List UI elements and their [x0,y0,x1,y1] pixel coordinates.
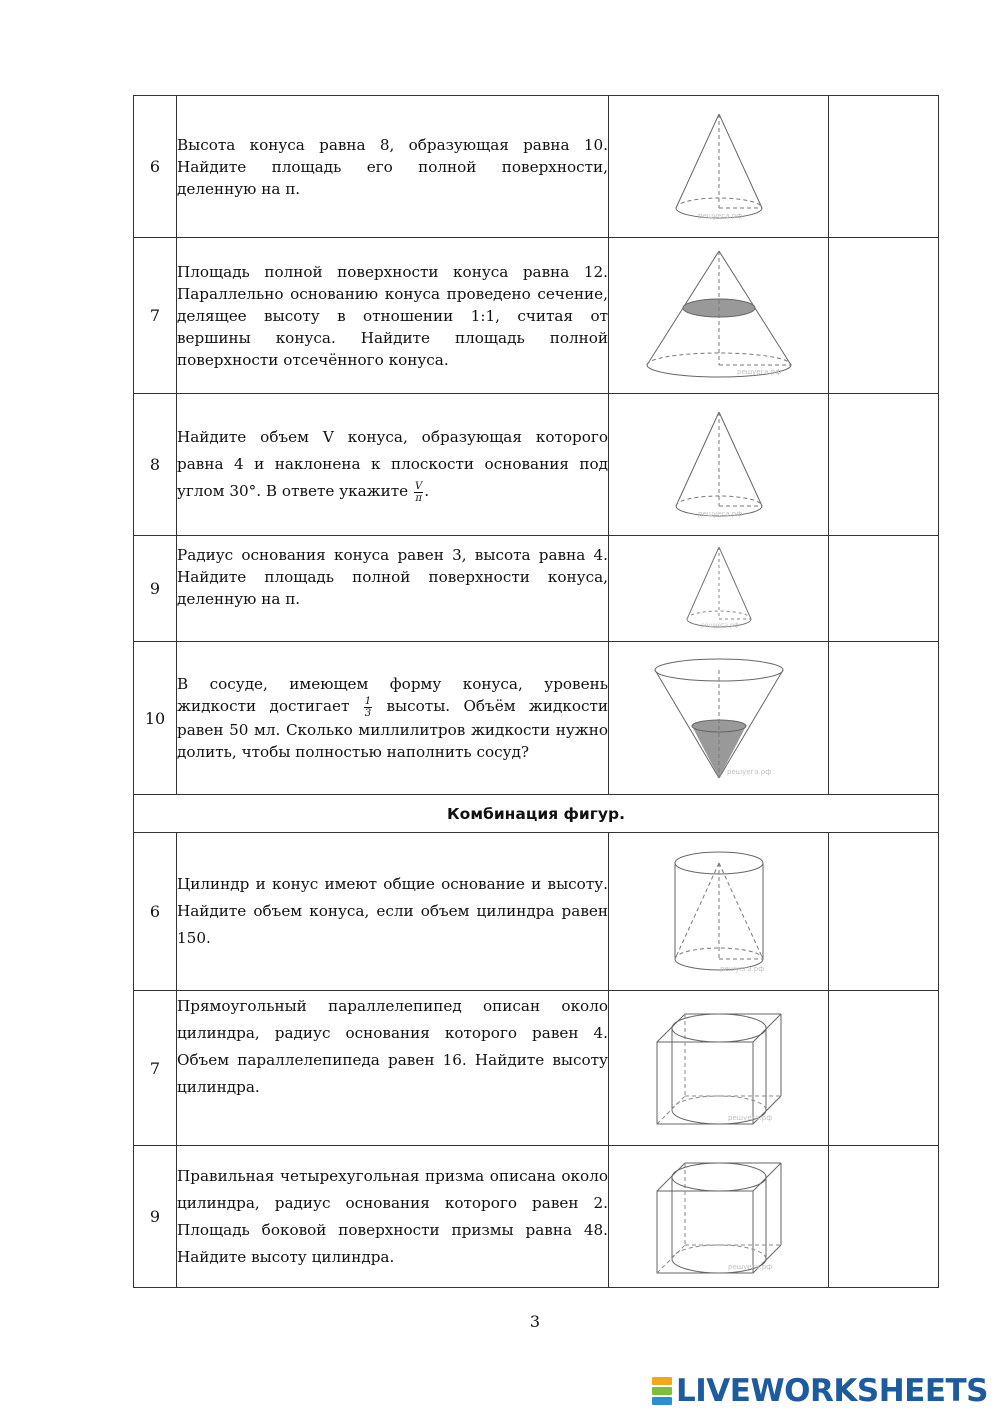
cone-icon [664,108,774,226]
answer-cell[interactable] [829,536,939,642]
task-figure [609,96,829,238]
task-text-part: . [424,482,430,500]
answer-cell[interactable] [829,833,939,991]
cone-icon [679,543,759,635]
watermark: решуега.рф [697,509,742,518]
task-row [134,1146,939,1288]
liveworksheets-brand[interactable] [652,1373,988,1409]
answer-cell[interactable] [829,991,939,1146]
watermark: решуега.рф [719,964,764,973]
task-row [134,394,939,536]
fraction-numerator: V [415,480,423,492]
task-text: Правильная четырехугольная призма описана около цилиндра, радиус основания которого равен 2. Площадь боковой поверхности призмы равна 48. Найдите высоту цилиндра. [177,1146,609,1288]
section-row [134,795,939,833]
task-figure [609,642,829,795]
task-number: 9 [134,1146,177,1288]
task-text: Площадь полной поверхности конуса равна 12. Параллельно основанию конуса проведено сечение, делящее высоту в отношении 1:1, считая от вершины конуса. Найдите площадь полной поверхности отсечённого конуса. [177,238,609,394]
task-text-part: В сосуде, имеющем форму конуса, уровень жидкости достигает [177,675,608,716]
inverted-cone-vessel-icon [649,654,789,782]
task-text: Радиус основания конуса равен 3, высота равна 4. Найдите площадь полной поверхности конуса, деленную на π. [177,536,609,642]
fraction-denominator: π [415,492,422,504]
task-number: 6 [134,833,177,991]
task-row [134,991,939,1146]
worksheet-table [133,95,939,1288]
fraction [364,696,372,719]
watermark: решуега.рф [697,211,742,220]
watermark: решуега.рф [736,367,781,376]
brand-name: LIVEWORKSHEETS [676,1373,988,1409]
task-text: Высота конуса равна 8, образующая равна 10. Найдите площадь его полной поверхности, деленную на π. [177,96,609,238]
task-row [134,96,939,238]
answer-cell[interactable] [829,1146,939,1288]
task-figure [609,833,829,991]
cone-section-icon [639,247,799,385]
task-number: 10 [134,642,177,795]
task-figure [609,238,829,394]
task-row [134,238,939,394]
answer-cell[interactable] [829,642,939,795]
task-row [134,536,939,642]
task-row [134,642,939,795]
section-title: Комбинация фигур. [134,795,939,833]
answer-cell[interactable] [829,238,939,394]
watermark: решуега.рф [726,768,771,776]
watermark: решуега.рф [727,1262,772,1271]
cylinder-cone-icon [664,847,774,977]
fraction-denominator: 3 [364,707,372,719]
liveworksheets-logo-icon [652,1377,672,1405]
task-row [134,833,939,991]
box-cylinder-icon [654,1157,784,1277]
task-text: Прямоугольный параллелепипед описан около цилиндра, радиус основания которого равен 4. Объем параллелепипеда равен 16. Найдите высоту цилиндра. [177,991,609,1146]
task-figure [609,536,829,642]
fraction-numerator: 1 [364,695,372,707]
watermark: решуега.рф [700,621,739,629]
fraction [414,481,423,504]
box-cylinder-icon [654,1008,784,1128]
task-number: 9 [134,536,177,642]
task-number: 7 [134,238,177,394]
cone-icon [664,406,774,524]
answer-cell[interactable] [829,394,939,536]
task-figure [609,991,829,1146]
task-text: Цилиндр и конус имеют общие основание и высоту. Найдите объем конуса, если объем цилиндра равен 150. [177,833,609,991]
task-number: 8 [134,394,177,536]
answer-cell[interactable] [829,96,939,238]
watermark: решуега.рф [727,1114,772,1122]
task-figure [609,1146,829,1288]
page-number: 3 [529,1312,541,1331]
task-number: 6 [134,96,177,238]
task-text [177,394,609,536]
task-text-part: высоты. Объём жидкости равен 50 мл. Сколько миллилитров жидкости нужно долить, чтобы полностью наполнить сосуд? [177,697,608,761]
task-text [177,642,609,795]
task-number: 7 [134,991,177,1146]
task-text-part: Найдите объем V конуса, образующая которого равна 4 и наклонена к плоскости основания под углом 30°. В ответе укажите [177,428,608,500]
task-figure [609,394,829,536]
